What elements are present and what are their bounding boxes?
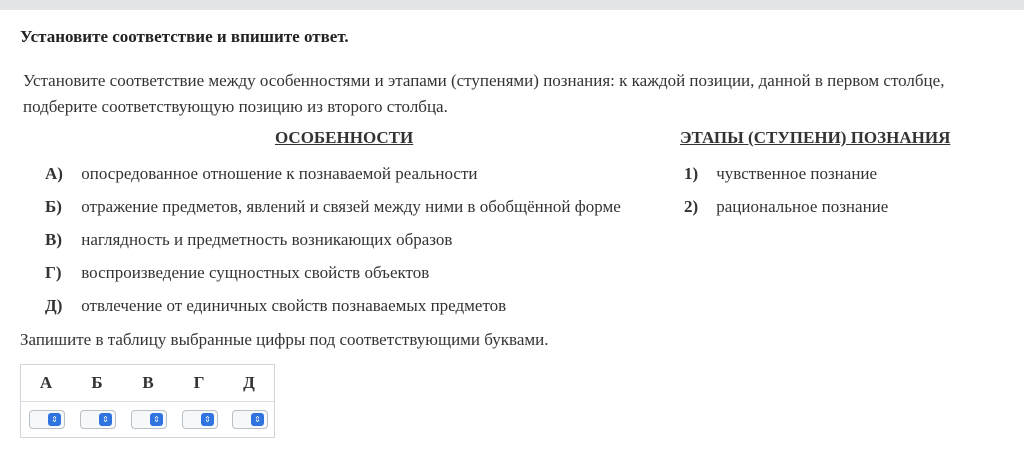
features-column-title: ОСОБЕННОСТИ (275, 128, 414, 147)
feature-key: Д) (45, 296, 63, 315)
updown-chevron-icon: ⇕ (150, 413, 163, 426)
stage-text: рациональное познание (716, 197, 889, 216)
feature-key: В) (45, 230, 62, 249)
answer-letter-g: Г (193, 373, 205, 392)
feature-text: отражение предметов, явлений и связей между ними в обобщённой форме (81, 197, 621, 216)
stage-item-1 (684, 164, 877, 184)
answer-instruction: Запишите в таблицу выбранные цифры под соответствующими буквами. (20, 330, 549, 349)
stage-key: 1) (684, 164, 699, 183)
feature-text: опосредованное отношение к познаваемой реальности (81, 164, 478, 183)
stage-text: чувственное познание (716, 164, 878, 183)
answer-cell-d (224, 402, 274, 438)
updown-chevron-icon: ⇕ (48, 413, 61, 426)
feature-item-b (45, 197, 621, 217)
top-bar (0, 0, 1024, 10)
answer-table (20, 364, 275, 438)
answer-table-inputs (21, 402, 274, 438)
task-heading: Установите соответствие и впишите ответ. (20, 27, 349, 46)
feature-item-v (45, 230, 452, 250)
feature-text: воспроизведение сущностных свойств объектов (81, 263, 430, 282)
updown-chevron-icon: ⇕ (99, 413, 112, 426)
answer-cell-v (123, 402, 173, 438)
feature-text: наглядность и предметность возникающих образов (81, 230, 453, 249)
stage-item-2 (684, 197, 888, 217)
feature-key: А) (45, 164, 63, 183)
answer-letter-a: А (39, 373, 53, 392)
answer-select-g[interactable] (182, 410, 218, 429)
answer-cell-a (21, 402, 71, 438)
answer-select-d[interactable] (232, 410, 268, 429)
feature-item-a (45, 164, 478, 184)
answer-table-header (21, 365, 274, 401)
feature-text: отвлечение от единичных свойств познаваемых предметов (81, 296, 507, 315)
stage-key: 2) (684, 197, 699, 216)
task-intro: Установите соответствие между особенностями и этапами (ступенями) познания: к каждой позиции, данной в первом столбце, подберите соответствующую позицию из второго столбца. (23, 71, 945, 116)
updown-chevron-icon: ⇕ (251, 413, 264, 426)
answer-select-a[interactable] (29, 410, 65, 429)
feature-item-d (45, 296, 506, 316)
feature-key: Г) (45, 263, 62, 282)
answer-letter-v: В (142, 373, 154, 392)
answer-select-v[interactable] (131, 410, 167, 429)
answer-letter-d: Д (243, 373, 255, 392)
stages-column-title: ЭТАПЫ (СТУПЕНИ) ПОЗНАНИЯ (680, 128, 951, 147)
feature-item-g (45, 263, 429, 283)
answer-select-b[interactable] (80, 410, 116, 429)
answer-cell-b (72, 402, 122, 438)
answer-letter-b: Б (91, 373, 103, 392)
feature-key: Б) (45, 197, 62, 216)
updown-chevron-icon: ⇕ (201, 413, 214, 426)
answer-cell-g (174, 402, 224, 438)
